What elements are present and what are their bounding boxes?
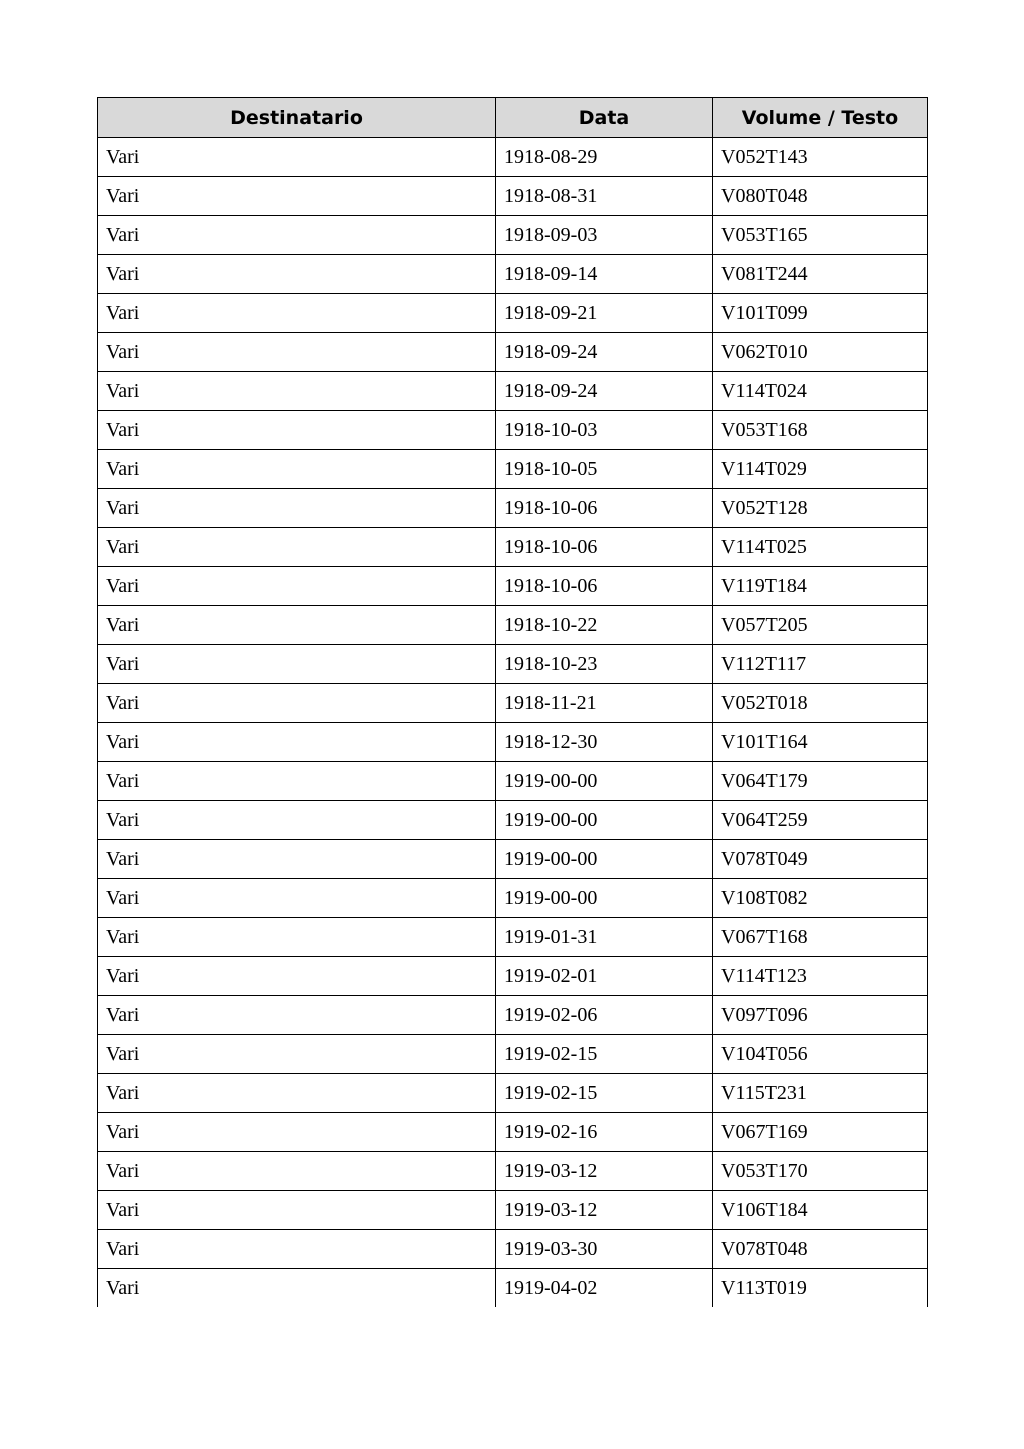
cell-destinatario: Vari — [98, 372, 496, 411]
cell-data: 1918-09-03 — [496, 216, 713, 255]
cell-data: 1918-10-06 — [496, 489, 713, 528]
table-row — [98, 645, 928, 684]
cell-destinatario: Vari — [98, 1074, 496, 1113]
cell-destinatario: Vari — [98, 801, 496, 840]
cell-data: 1918-10-05 — [496, 450, 713, 489]
records-table — [97, 97, 928, 1307]
cell-destinatario: Vari — [98, 879, 496, 918]
cell-data: 1918-08-31 — [496, 177, 713, 216]
cell-data: 1919-02-15 — [496, 1035, 713, 1074]
table-row — [98, 138, 928, 177]
cell-data: 1918-10-06 — [496, 567, 713, 606]
cell-data: 1919-03-30 — [496, 1230, 713, 1269]
table-row — [98, 216, 928, 255]
header-volume-testo: Volume / Testo — [713, 98, 928, 138]
cell-data: 1919-03-12 — [496, 1191, 713, 1230]
table-row — [98, 606, 928, 645]
cell-destinatario: Vari — [98, 645, 496, 684]
header-data: Data — [496, 98, 713, 138]
cell-destinatario: Vari — [98, 606, 496, 645]
table-row — [98, 1035, 928, 1074]
cell-data: 1918-10-03 — [496, 411, 713, 450]
cell-data: 1919-00-00 — [496, 840, 713, 879]
table-row — [98, 411, 928, 450]
cell-destinatario: Vari — [98, 957, 496, 996]
table-row — [98, 489, 928, 528]
cell-data: 1918-12-30 — [496, 723, 713, 762]
cell-volume-testo: V057T205 — [713, 606, 928, 645]
cell-destinatario: Vari — [98, 1230, 496, 1269]
table-row — [98, 1074, 928, 1113]
cell-destinatario: Vari — [98, 762, 496, 801]
cell-data: 1918-10-23 — [496, 645, 713, 684]
cell-data: 1919-04-02 — [496, 1269, 713, 1308]
cell-destinatario: Vari — [98, 294, 496, 333]
table-row — [98, 1113, 928, 1152]
table-row — [98, 957, 928, 996]
cell-data: 1918-09-14 — [496, 255, 713, 294]
table-row — [98, 996, 928, 1035]
table-row — [98, 1152, 928, 1191]
cell-volume-testo: V062T010 — [713, 333, 928, 372]
cell-destinatario: Vari — [98, 138, 496, 177]
cell-destinatario: Vari — [98, 567, 496, 606]
cell-destinatario: Vari — [98, 840, 496, 879]
cell-volume-testo: V108T082 — [713, 879, 928, 918]
cell-data: 1919-00-00 — [496, 879, 713, 918]
cell-volume-testo: V114T024 — [713, 372, 928, 411]
cell-volume-testo: V081T244 — [713, 255, 928, 294]
cell-volume-testo: V113T019 — [713, 1269, 928, 1308]
table-row — [98, 177, 928, 216]
cell-data: 1918-09-24 — [496, 333, 713, 372]
cell-data: 1919-00-00 — [496, 801, 713, 840]
cell-volume-testo: V064T179 — [713, 762, 928, 801]
cell-destinatario: Vari — [98, 1269, 496, 1308]
cell-destinatario: Vari — [98, 1113, 496, 1152]
cell-destinatario: Vari — [98, 723, 496, 762]
cell-volume-testo: V078T049 — [713, 840, 928, 879]
cell-data: 1918-08-29 — [496, 138, 713, 177]
cell-volume-testo: V067T169 — [713, 1113, 928, 1152]
cell-data: 1919-02-16 — [496, 1113, 713, 1152]
table-row — [98, 567, 928, 606]
cell-volume-testo: V112T117 — [713, 645, 928, 684]
cell-destinatario: Vari — [98, 1035, 496, 1074]
cell-data: 1919-02-01 — [496, 957, 713, 996]
cell-data: 1919-03-12 — [496, 1152, 713, 1191]
table-header — [98, 98, 928, 138]
table-row — [98, 918, 928, 957]
cell-volume-testo: V104T056 — [713, 1035, 928, 1074]
cell-data: 1919-02-15 — [496, 1074, 713, 1113]
cell-volume-testo: V114T029 — [713, 450, 928, 489]
cell-destinatario: Vari — [98, 489, 496, 528]
cell-destinatario: Vari — [98, 1191, 496, 1230]
cell-data: 1918-11-21 — [496, 684, 713, 723]
cell-destinatario: Vari — [98, 333, 496, 372]
cell-volume-testo: V053T168 — [713, 411, 928, 450]
cell-volume-testo: V101T099 — [713, 294, 928, 333]
table-row — [98, 528, 928, 567]
table-row — [98, 294, 928, 333]
cell-volume-testo: V078T048 — [713, 1230, 928, 1269]
cell-destinatario: Vari — [98, 684, 496, 723]
cell-destinatario: Vari — [98, 411, 496, 450]
cell-data: 1918-10-22 — [496, 606, 713, 645]
cell-data: 1918-09-24 — [496, 372, 713, 411]
header-destinatario: Destinatario — [98, 98, 496, 138]
cell-volume-testo: V053T170 — [713, 1152, 928, 1191]
cell-volume-testo: V114T123 — [713, 957, 928, 996]
cell-volume-testo: V080T048 — [713, 177, 928, 216]
cell-volume-testo: V052T018 — [713, 684, 928, 723]
cell-destinatario: Vari — [98, 1152, 496, 1191]
table-row — [98, 333, 928, 372]
cell-volume-testo: V114T025 — [713, 528, 928, 567]
cell-destinatario: Vari — [98, 450, 496, 489]
table-row — [98, 450, 928, 489]
cell-volume-testo: V106T184 — [713, 1191, 928, 1230]
table-row — [98, 1191, 928, 1230]
cell-volume-testo: V052T128 — [713, 489, 928, 528]
cell-volume-testo: V067T168 — [713, 918, 928, 957]
table-body — [98, 138, 928, 1308]
cell-destinatario: Vari — [98, 996, 496, 1035]
table-row — [98, 684, 928, 723]
cell-data: 1918-09-21 — [496, 294, 713, 333]
cell-volume-testo: V052T143 — [713, 138, 928, 177]
cell-data: 1919-00-00 — [496, 762, 713, 801]
table-row — [98, 372, 928, 411]
cell-volume-testo: V053T165 — [713, 216, 928, 255]
cell-volume-testo: V119T184 — [713, 567, 928, 606]
cell-destinatario: Vari — [98, 216, 496, 255]
cell-destinatario: Vari — [98, 918, 496, 957]
cell-destinatario: Vari — [98, 528, 496, 567]
cell-volume-testo: V064T259 — [713, 801, 928, 840]
table-row — [98, 879, 928, 918]
header-row — [98, 98, 928, 138]
table-row — [98, 1269, 928, 1308]
table-row — [98, 255, 928, 294]
table-row — [98, 1230, 928, 1269]
cell-volume-testo: V115T231 — [713, 1074, 928, 1113]
table-row — [98, 762, 928, 801]
table-row — [98, 723, 928, 762]
table-row — [98, 840, 928, 879]
cell-volume-testo: V097T096 — [713, 996, 928, 1035]
cell-volume-testo: V101T164 — [713, 723, 928, 762]
table-row — [98, 801, 928, 840]
cell-destinatario: Vari — [98, 255, 496, 294]
cell-data: 1918-10-06 — [496, 528, 713, 567]
cell-destinatario: Vari — [98, 177, 496, 216]
cell-data: 1919-02-06 — [496, 996, 713, 1035]
cell-data: 1919-01-31 — [496, 918, 713, 957]
